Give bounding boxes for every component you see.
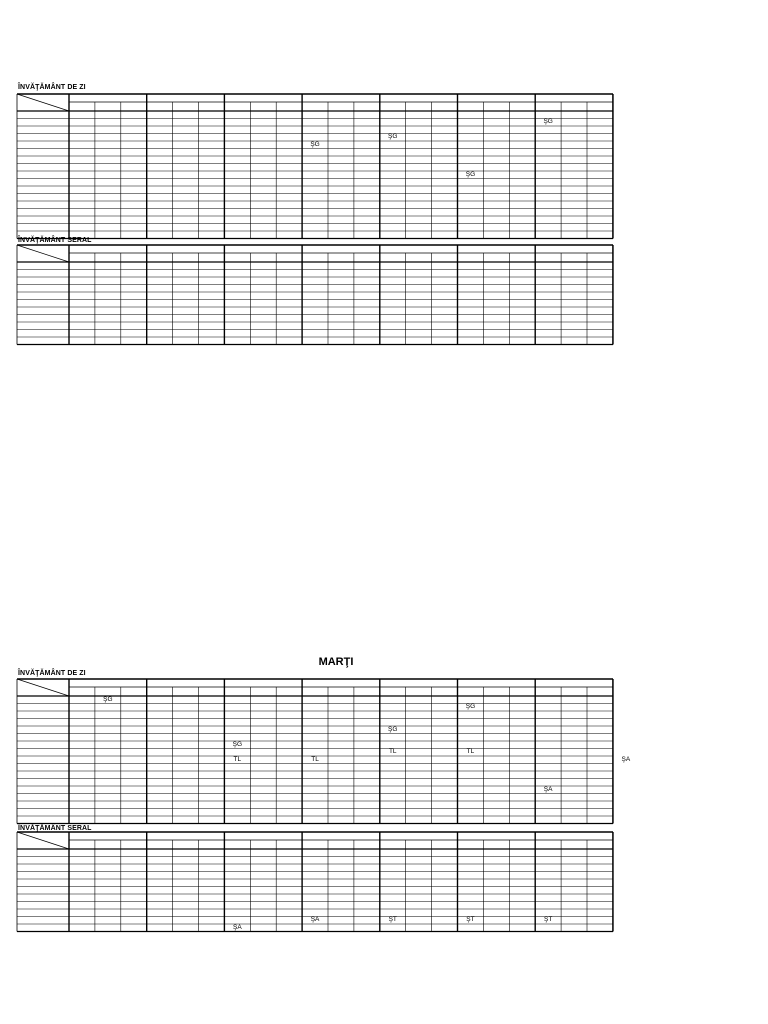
timetable-code: ŞT (388, 916, 397, 923)
timetable-code: ŞG (310, 140, 320, 148)
timetable-code: ŞA (310, 916, 320, 923)
timetable-code: ŞA (543, 785, 553, 793)
timetable-code: ŞG (465, 703, 476, 710)
timetable-code: ŞG (465, 170, 476, 178)
timetable-code: TL (388, 748, 397, 755)
timetable-code: ŞG (103, 695, 113, 703)
timetable-code: ŞG (388, 133, 398, 140)
timetable-code: ŞA (233, 923, 242, 931)
section-label-seral-1: ÎNVĂŢĂMÂNT SERAL (18, 237, 92, 244)
timetable-code: ŞT (543, 916, 553, 923)
timetable-code: TL (466, 748, 475, 755)
timetable-code: ŞG (388, 725, 398, 733)
timetable-code: ŞA (621, 755, 631, 763)
timetable-code: TL (233, 755, 242, 763)
timetable-code: ŞT (466, 916, 475, 923)
timetable-code: TL (311, 755, 319, 763)
day-title: MARŢI (318, 656, 354, 668)
timetable-code: ŞG (232, 740, 243, 748)
timetable-code: ŞG (543, 118, 553, 125)
section-label-seral-2: ÎNVĂŢĂMÂNT SERAL (18, 825, 92, 832)
section-label-zi-1: ÎNVĂŢĂMÂNT DE ZI (18, 84, 86, 91)
section-label-zi-2: ÎNVĂŢĂMÂNT DE ZI (18, 670, 86, 677)
